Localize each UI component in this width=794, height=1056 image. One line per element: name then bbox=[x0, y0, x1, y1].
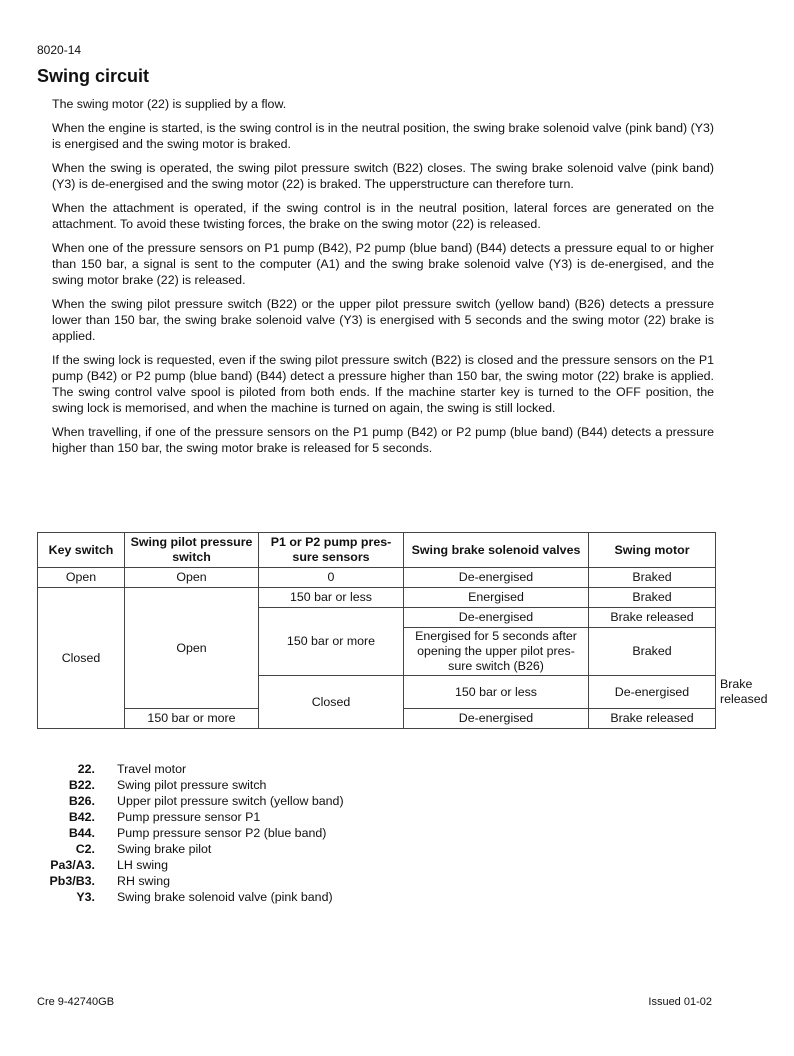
cell: Energised bbox=[404, 588, 589, 608]
cell: Braked bbox=[589, 628, 716, 676]
legend-item bbox=[37, 857, 344, 873]
page-code: 8020-14 bbox=[37, 43, 82, 57]
cell: De-energised bbox=[404, 608, 589, 628]
paragraph: When the engine is started, is the swing control is in the neutral position, the swing brake solenoid valve (pink band) (Y3) is energised and the swing motor is braked. bbox=[52, 121, 714, 151]
header-solenoid-valves: Swing brake solenoid valves bbox=[404, 533, 589, 568]
legend-key: Pb3/B3. bbox=[49, 874, 95, 888]
legend-key: Pa3/A3. bbox=[50, 858, 95, 872]
cell: 0 bbox=[259, 568, 404, 588]
cell: De-energised bbox=[404, 568, 589, 588]
paragraph: When one of the pressure sensors on P1 pump (B42), P2 pump (blue band) (B44) detects a pressure equal to or higher than 150 bar, a signal is sent to the computer (A1) and the swing brake solenoid valve (Y3) is de-energised, and the swing motor brake (22) is released. bbox=[52, 241, 714, 287]
legend-item bbox=[37, 777, 344, 793]
legend-key: B44. bbox=[68, 826, 95, 840]
legend-key: B26. bbox=[68, 794, 95, 808]
legend-key: B22. bbox=[68, 778, 95, 792]
legend-text: Swing pilot pressure switch bbox=[117, 778, 267, 792]
header-swing-motor: Swing motor bbox=[589, 533, 716, 568]
page-title: Swing circuit bbox=[37, 66, 150, 86]
cell: Open bbox=[125, 568, 259, 588]
legend-key: C2. bbox=[75, 842, 95, 856]
legend-text: RH swing bbox=[117, 874, 171, 888]
paragraph: When the swing is operated, the swing pilot pressure switch (B22) closes. The swing brake solenoid valve (pink band) (Y3) is de-energised and the swing motor (22) is braked. The upperstructure can therefore turn. bbox=[52, 161, 714, 191]
cell: Brake released bbox=[589, 608, 716, 628]
footer-issue: Issued 01-02 bbox=[648, 996, 712, 1008]
legend-text: LH swing bbox=[117, 858, 168, 872]
legend-key: B42. bbox=[68, 810, 95, 824]
cell: 150 bar or less bbox=[404, 676, 589, 709]
swing-state-table bbox=[37, 532, 768, 729]
table-header-row bbox=[38, 533, 716, 568]
cell: Braked bbox=[589, 568, 716, 588]
legend-item bbox=[37, 761, 344, 777]
header-pilot-switch: Swing pilot pressure switch bbox=[125, 533, 259, 568]
footer-doc-code: Cre 9-42740GB bbox=[37, 996, 115, 1008]
body-text bbox=[52, 96, 714, 464]
cell: 150 bar or more bbox=[259, 608, 404, 676]
header-pressure-sensors: P1 or P2 pump pressure sensors bbox=[259, 533, 404, 568]
legend-item bbox=[37, 873, 344, 889]
legend-item bbox=[37, 889, 344, 905]
paragraph: When the swing pilot pressure switch (B22) or the upper pilot pressure switch (yellow band) (B26) detects a pressure lower than 150 bar, the swing brake solenoid valve (Y3) is energised with 5 seconds and the swing motor (22) brake is applied. bbox=[52, 297, 714, 343]
cell: Open bbox=[38, 568, 125, 588]
cell: Braked bbox=[589, 588, 716, 608]
header-key-switch: Key switch bbox=[38, 533, 125, 568]
legend-item bbox=[37, 809, 344, 825]
legend-text: Pump pressure sensor P1 bbox=[117, 810, 261, 824]
legend-text: Swing brake solenoid valve (pink band) bbox=[117, 890, 333, 904]
legend-text: Swing brake pilot bbox=[117, 842, 212, 856]
cell-key-closed: Closed bbox=[38, 588, 125, 729]
cell: De-energised bbox=[404, 709, 589, 729]
legend-key: 22. bbox=[77, 762, 95, 776]
cell-pilot-closed: Closed bbox=[259, 676, 404, 729]
paragraph: When travelling, if one of the pressure sensors on the P1 pump (B42) or P2 pump (blue band) (B44) detects a pressure higher than 150 bar, the swing motor brake is released for 5 seconds. bbox=[52, 425, 714, 455]
table-row bbox=[38, 588, 716, 608]
table-row: Closed 150 bar or less De-energised Brake released bbox=[38, 676, 716, 709]
paragraph: The swing motor (22) is supplied by a flow. bbox=[52, 97, 287, 111]
cell: 150 bar or more bbox=[125, 709, 259, 729]
legend-key: Y3. bbox=[76, 890, 95, 904]
legend-text: Pump pressure sensor P2 (blue band) bbox=[117, 826, 327, 840]
table-row bbox=[38, 568, 716, 588]
legend-item bbox=[37, 793, 344, 809]
cell-pilot-open: Open bbox=[125, 588, 259, 709]
paragraph: When the attachment is operated, if the swing control is in the neutral position, lateral forces are generated on the attachment. To avoid these twisting forces, the brake on the swing motor (22) is released. bbox=[52, 201, 714, 231]
legend-text: Travel motor bbox=[117, 762, 187, 776]
cell: Brake released bbox=[589, 709, 716, 729]
legend-text: Upper pilot pressure switch (yellow band) bbox=[117, 794, 344, 808]
paragraph: If the swing lock is requested, even if the swing pilot pressure switch (B22) is closed and the pressure sensors on the P1 pump (B42) or P2 pump (blue band) (B44) detect a pressure higher than 150 bar, the swing motor (22) brake is applied. The swing control valve spool is piloted from both ends. If the machine starter key is turned to the OFF position, the swing lock is memorised, and when the machine is turned on again, the swing is still locked. bbox=[52, 353, 714, 415]
legend-item bbox=[37, 841, 344, 857]
legend bbox=[37, 761, 344, 905]
cell: 150 bar or less bbox=[259, 588, 404, 608]
legend-item bbox=[37, 825, 344, 841]
cell: De-energised bbox=[589, 676, 716, 709]
cell: Energised for 5 seconds after opening the upper pilot pressure switch (B26) bbox=[404, 628, 589, 676]
